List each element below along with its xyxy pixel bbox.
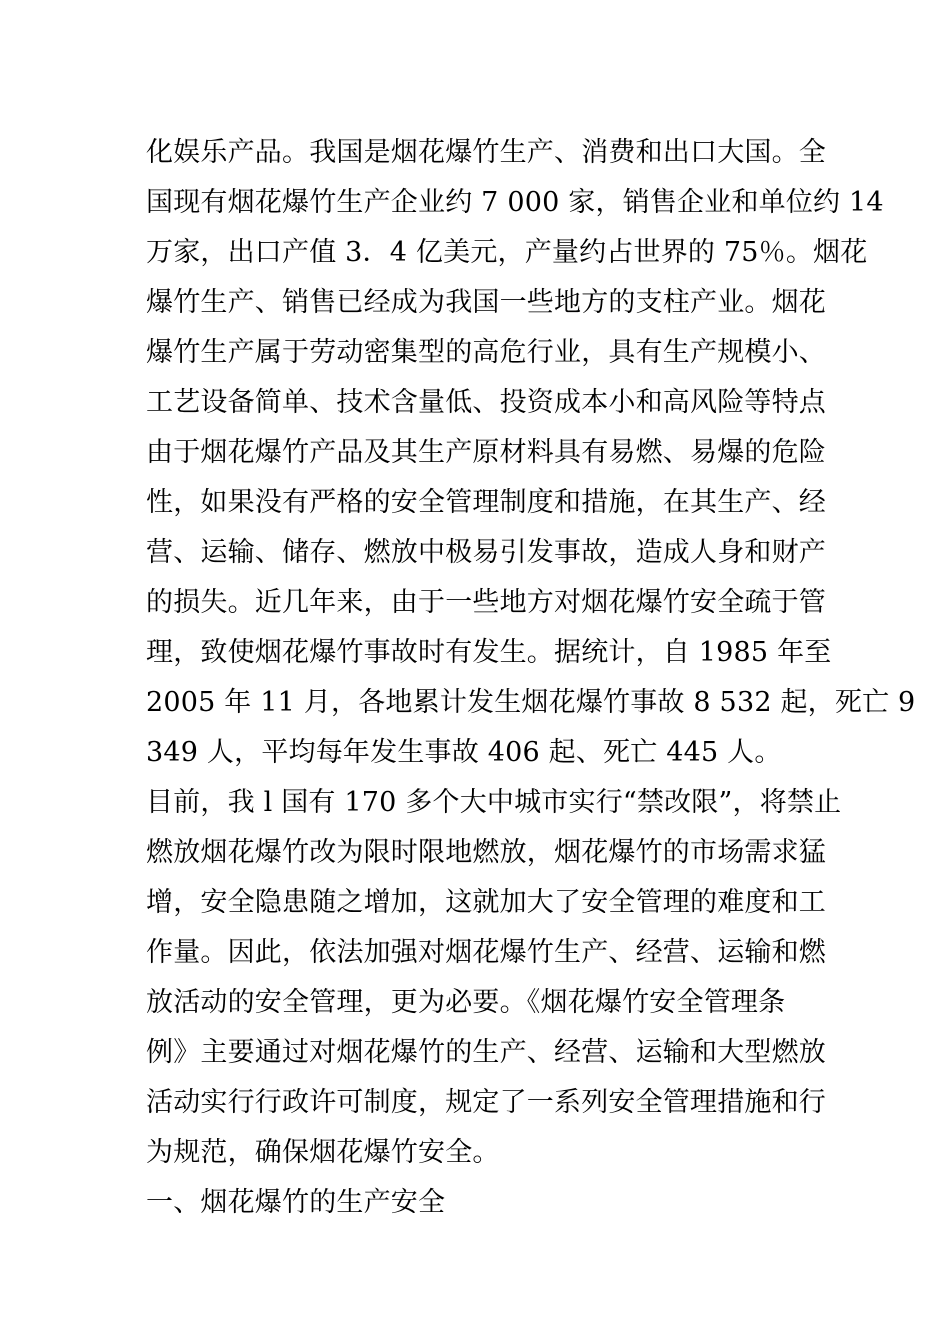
text-line: 性，如果没有严格的安全管理制度和措施，在其生产、经 — [146, 487, 826, 518]
section-heading: 一、烟花爆竹的生产安全 — [146, 1187, 446, 1218]
text-line: 万家，出口产值 3．4 亿美元，产量约占世界的 75％。烟花 — [146, 237, 868, 268]
text-line: 作量。因此，依法加强对烟花爆竹生产、经营、运输和燃 — [146, 937, 826, 968]
text-line: 爆竹生产属于劳动密集型的高危行业，具有生产规模小、 — [146, 337, 826, 368]
text-line: 例》主要通过对烟花爆竹的生产、经营、运输和大型燃放 — [146, 1037, 826, 1068]
text-line: 燃放烟花爆竹改为限时限地燃放，烟花爆竹的市场需求猛 — [146, 837, 826, 868]
text-line: 国现有烟花爆竹生产企业约 7 000 家，销售企业和单位约 14 — [146, 187, 884, 218]
text-line: 理，致使烟花爆竹事故时有发生。据统计，自 1985 年至 — [146, 637, 832, 668]
text-line: 为规范，确保烟花爆竹安全。 — [146, 1137, 500, 1168]
text-line: 2005 年 11 月，各地累计发生烟花爆竹事故 8 532 起，死亡 9 — [146, 687, 916, 718]
text-line: 增，安全隐患随之增加，这就加大了安全管理的难度和工 — [146, 887, 826, 918]
text-line: 工艺设备简单、技术含量低、投资成本小和高风险等特点 — [146, 387, 826, 418]
text-line: 活动实行行政许可制度，规定了一系列安全管理措施和行 — [146, 1087, 826, 1118]
text-line: 化娱乐产品。我国是烟花爆竹生产、消费和出口大国。全 — [146, 137, 826, 168]
text-line: 目前，我 l 国有 170 多个大中城市实行“禁改限”，将禁止 — [146, 787, 842, 818]
text-line: 349 人，平均每年发生事故 406 起、死亡 445 人。 — [146, 737, 782, 768]
text-line: 的损失。近几年来，由于一些地方对烟花爆竹安全疏于管 — [146, 587, 826, 618]
text-line: 爆竹生产、销售已经成为我国一些地方的支柱产业。烟花 — [146, 287, 826, 318]
text-line: 营、运输、储存、燃放中极易引发事故，造成人身和财产 — [146, 537, 826, 568]
text-line: 由于烟花爆竹产品及其生产原材料具有易燃、易爆的危险 — [146, 437, 826, 468]
text-line: 放活动的安全管理，更为必要。《烟花爆竹安全管理条 — [146, 987, 786, 1018]
